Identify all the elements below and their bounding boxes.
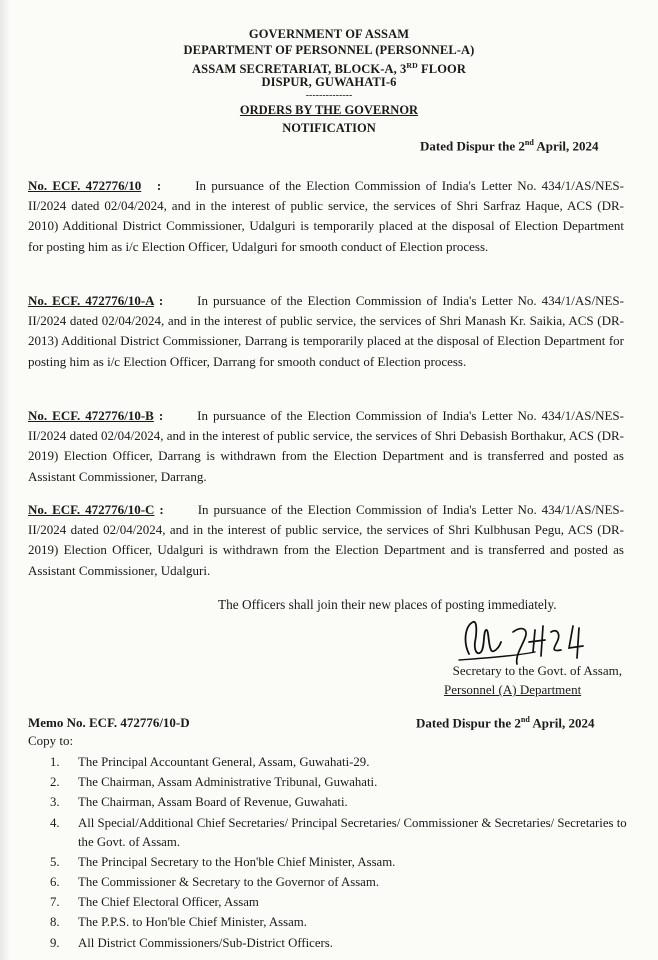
list-item: 1. The Principal Accountant General, Assam, Guwahati-29.	[50, 755, 370, 769]
header-address: ASSAM SECRETARIAT, BLOCK-A, 3RD FLOOR	[192, 61, 466, 77]
order-paragraph-3: No. ECF. 472776/10-B : In pursuance of the Election Commission of India's Letter No. 434/1/AS/NES-II/2024 dated 02/04/2024, and in the interest of public service, the services of Shri Debasish Borthakur, ACS (DR-2019) Election Officer, Darrang is withdrawn from the Election Department and is transferred and posted as Assistant Commissioner, Darrang.	[28, 408, 624, 484]
order-number-1: No. ECF. 472776/10	[28, 178, 142, 193]
memo-number: Memo No. ECF. 472776/10-D	[28, 715, 190, 730]
list-item: 8. The P.P.S. to Hon'ble Chief Minister, Assam.	[50, 915, 307, 930]
notification-heading: NOTIFICATION	[282, 121, 376, 135]
order-paragraph-2: No. ECF. 472776/10-A : In pursuance of the Election Commission of India's Letter No. 434/1/AS/NES-II/2024 dated 02/04/2024, and in the interest of public service, the services of Shri Manash Kr. Saikia, ACS (DR-2013) Additional District Commissioner, Darrang is temporarily placed at the disposal of Election Department for posting him as i/c Election Officer, Darrang for smooth conduct of Election process.	[28, 293, 624, 369]
list-item: 2. The Chairman, Assam Administrative Tribunal, Guwahati.	[50, 775, 378, 790]
order-text-1: In pursuance of the Election Commission of India's Letter No. 434/1/AS/NES-II/2024 dated 02/04/2024, and in the interest of public service, the services of Shri Sarfraz Haque, ACS (DR-2010) Additional District Commissioner, Udalguri is temporarily placed at the disposal of Election Department for posting him as i/c Election Officer, Udalguri for smooth conduct of Election process.	[28, 178, 624, 254]
copy-to-list	[28, 753, 628, 954]
scan-edge-shadow	[0, 0, 10, 960]
order-text-3: In pursuance of the Election Commission of India's Letter No. 434/1/AS/NES-II/2024 dated 02/04/2024, and in the interest of public service, the services of Shri Debasish Borthakur, ACS (DR-2019) Election Officer, Darrang is withdrawn from the Election Department and is transferred and posted as Assistant Commissioner, Darrang.	[28, 408, 624, 484]
header-separator: --------------	[305, 90, 353, 101]
signatory-designation: Secretary to the Govt. of Assam,	[452, 663, 622, 678]
list-item: 3. The Chairman, Assam Board of Revenue, Guwahati.	[50, 795, 348, 810]
order-number-2: No. ECF. 472776/10-A	[28, 293, 154, 308]
join-instruction: The Officers shall join their new places of posting immediately.	[218, 597, 557, 612]
order-number-3: No. ECF. 472776/10-B	[28, 408, 154, 423]
list-item: 4. All Special/Additional Chief Secretaries/ Principal Secretaries/ Commissioner & Secretaries/ Secretaries to the Govt. of Assam.	[50, 815, 627, 849]
dated-top: Dated Dispur the 2nd April, 2024	[420, 138, 599, 154]
signatory-department: Personnel (A) Department	[444, 682, 582, 697]
order-text-2: In pursuance of the Election Commission of India's Letter No. 434/1/AS/NES-II/2024 dated 02/04/2024, and in the interest of public service, the services of Shri Manash Kr. Saikia, ACS (DR-2013) Additional District Commissioner, Darrang is temporarily placed at the disposal of Election Department for posting him as i/c Election Officer, Darrang for smooth conduct of Election process.	[28, 293, 624, 369]
list-item: 6. The Commissioner & Secretary to the Governor of Assam.	[50, 874, 380, 889]
order-text-4: In pursuance of the Election Commission of India's Letter No. 434/1/AS/NES-II/2024 dated 02/04/2024, and in the interest of public service, the services of Shri Kulbhusan Pegu, ACS (DR-2019) Election Officer, Udalguri is withdrawn from the Election Department and is transferred and posted as Assistant Commissioner, Udalguri.	[28, 502, 624, 578]
list-item: 7. The Chief Electoral Officer, Assam	[50, 895, 259, 910]
orders-heading: ORDERS BY THE GOVERNOR	[239, 103, 419, 117]
header-city: DISPUR, GUWAHATI-6	[261, 75, 397, 89]
memo-dated: Dated Dispur the 2nd April, 2024	[416, 715, 595, 731]
list-item: 5. The Principal Secretary to the Hon'ble Chief Minister, Assam.	[50, 854, 396, 869]
header-government: GOVERNMENT OF ASSAM	[248, 27, 410, 41]
copy-to-label: Copy to:	[28, 733, 74, 748]
order-paragraph-4: No. ECF. 472776/10-C : In pursuance of the Election Commission of India's Letter No. 434/1/AS/NES-II/2024 dated 02/04/2024, and in the interest of public service, the services of Shri Kulbhusan Pegu, ACS (DR-2019) Election Officer, Udalguri is withdrawn from the Election Department and is transferred and posted as Assistant Commissioner, Udalguri.	[28, 502, 624, 578]
list-item: 9. All District Commissioners/Sub-District Officers.	[50, 935, 333, 950]
order-paragraph-1: No. ECF. 472776/10 : In pursuance of the Election Commission of India's Letter No. 434/1/AS/NES-II/2024 dated 02/04/2024, and in the interest of public service, the services of Shri Sarfraz Haque, ACS (DR-2010) Additional District Commissioner, Udalguri is temporarily placed at the disposal of Election Department for posting him as i/c Election Officer, Udalguri for smooth conduct of Election process.	[28, 178, 624, 254]
header-department: DEPARTMENT OF PERSONNEL (PERSONNEL-A)	[183, 43, 475, 57]
order-number-4: No. ECF. 472776/10-C	[28, 502, 155, 517]
